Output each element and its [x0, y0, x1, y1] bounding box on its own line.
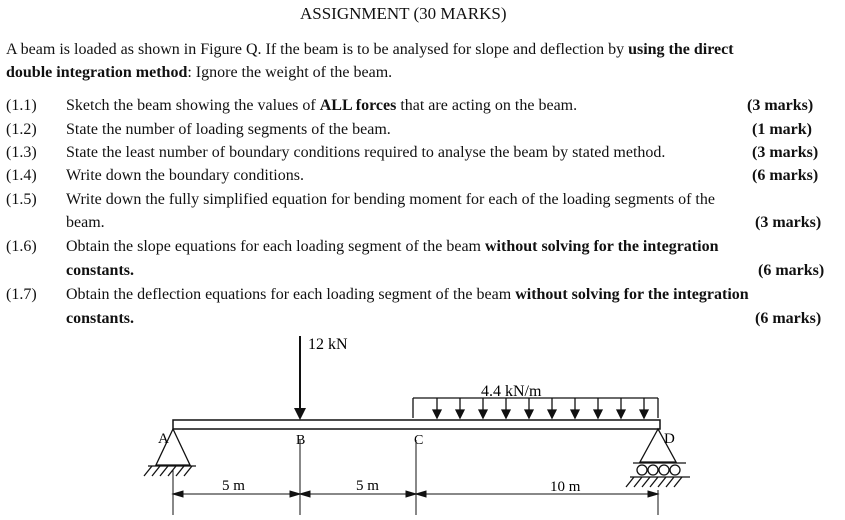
q1-text-a: Sketch the beam showing the values of: [66, 97, 320, 114]
point-load-arrow: [294, 336, 306, 420]
q6-text-a: Obtain the slope equations for each loading segment of the beam: [66, 238, 485, 255]
intro-text-1b: using the direct: [628, 41, 734, 58]
question-text-continued: beam.: [66, 214, 105, 231]
question-number: (1.4): [6, 167, 37, 184]
question-number: (1.6): [6, 238, 37, 255]
question-text: State the least number of boundary conditions required to analyse the beam by stated method.: [66, 144, 666, 161]
question-text: Write down the boundary conditions.: [66, 167, 304, 184]
question-marks: (6 marks): [752, 167, 819, 184]
page-title: ASSIGNMENT (30 MARKS): [300, 4, 507, 23]
question-marks: (6 marks): [755, 310, 822, 327]
question-marks: (3 marks): [752, 144, 819, 161]
udl-arrows: [413, 398, 658, 418]
q1-text-b: ALL forces: [319, 97, 397, 114]
q7-text-b: without solving for the integration: [515, 286, 749, 303]
dimension-label-bc: 5 m: [356, 478, 379, 494]
question-number: (1.5): [6, 191, 37, 208]
point-label-d: D: [664, 431, 675, 447]
question-marks: (3 marks): [747, 97, 814, 114]
question-text: Write down the fully simplified equation for bending moment for each of the loading segments of the: [66, 191, 715, 208]
question-number: (1.1): [6, 97, 37, 114]
question-number: (1.3): [6, 144, 37, 161]
question-marks: (3 marks): [755, 214, 822, 231]
intro-text-1a: A beam is loaded as shown in Figure Q. If the beam is to be analysed for slope and deflection by: [6, 41, 629, 58]
question-marks: (1 mark): [752, 121, 812, 138]
question-number: (1.7): [6, 286, 37, 303]
point-label-b: B: [296, 433, 306, 448]
udl-label: 4.4 kN/m: [481, 383, 542, 400]
question-text-continued: constants.: [66, 262, 135, 279]
question-text-continued: constants.: [66, 310, 135, 327]
question-marks: (6 marks): [758, 262, 825, 279]
question-text: State the number of loading segments of the beam.: [66, 121, 391, 138]
point-load-label: 12 kN: [308, 336, 348, 353]
q1-text-c: that are acting on the beam.: [396, 97, 578, 114]
dimension-line-cd: [416, 491, 658, 497]
question-number: (1.2): [6, 121, 37, 138]
q7-text-a: Obtain the deflection equations for each loading segment of the beam: [66, 286, 516, 303]
point-label-a: A: [158, 431, 169, 447]
beam: [173, 420, 660, 429]
dimension-label-cd: 10 m: [550, 479, 581, 495]
pin-support-a: [144, 429, 196, 476]
dimension-label-ab: 5 m: [222, 478, 245, 494]
q6-text-b: without solving for the integration: [484, 238, 719, 255]
roller-support-d: [626, 429, 690, 487]
point-label-c: C: [414, 433, 424, 448]
intro-text-2b: : Ignore the weight of the beam.: [187, 64, 393, 81]
dimension-extension-lines: [173, 440, 658, 515]
intro-text-2a: double integration method: [6, 64, 188, 81]
